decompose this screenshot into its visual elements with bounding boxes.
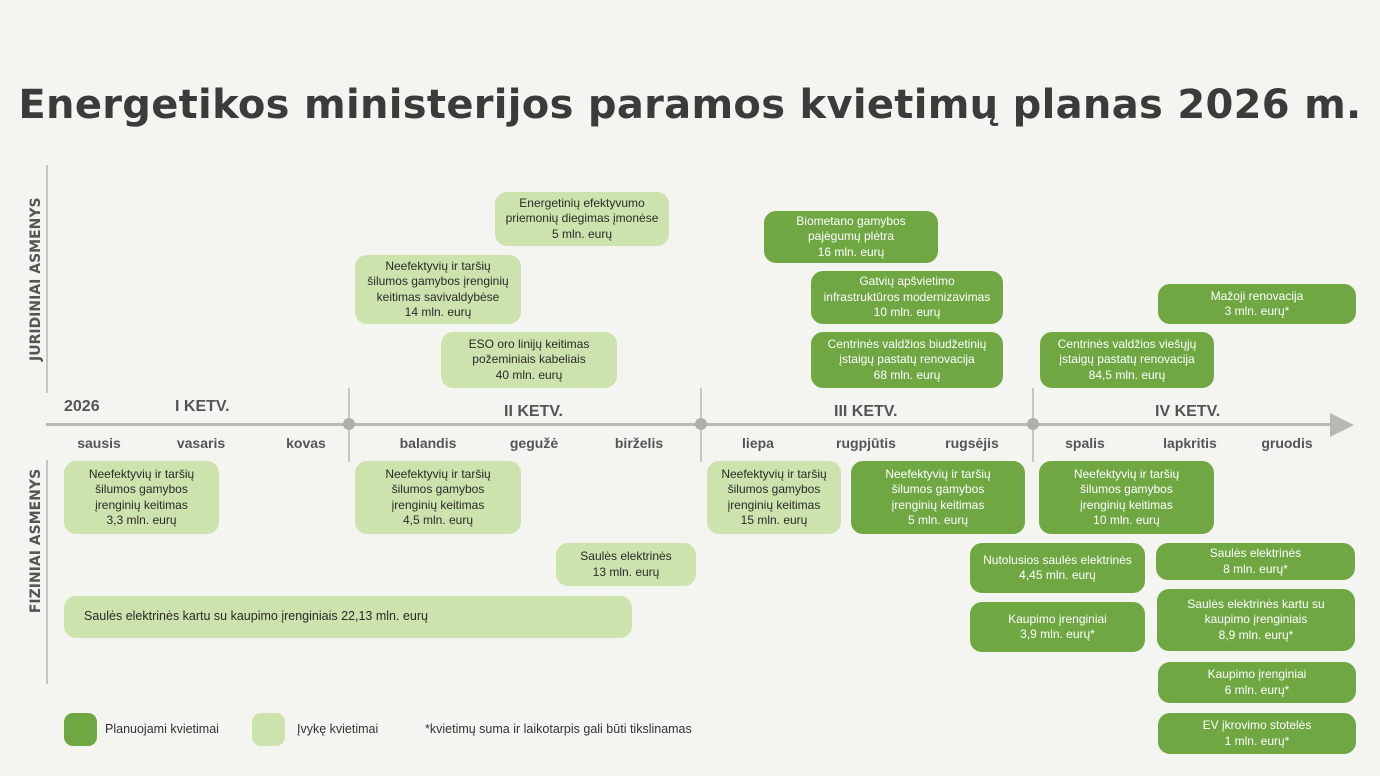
month-label: gegužė (509, 435, 559, 451)
month-label: rugsėjis (945, 435, 999, 451)
call-box: Biometano gamybos pajėgumų plėtra 16 mln. eurų (764, 211, 938, 263)
month-label: sausis (77, 435, 121, 451)
call-box: Neefektyvių ir taršių šilumos gamybos įrenginių keitimas savivaldybėse 14 mln. eurų (355, 255, 521, 324)
month-label: kovas (286, 435, 326, 451)
quarter-marker (343, 418, 355, 430)
call-box: Neefektyvių ir taršių šilumos gamybos įrenginių keitimas 3,3 mln. eurų (64, 461, 219, 534)
timeline-axis (46, 423, 1336, 426)
side-divider-bottom (46, 460, 48, 684)
month-label: birželis (614, 435, 664, 451)
quarter-label-1: I KETV. (175, 398, 230, 415)
quarter-label-2: II KETV. (504, 403, 563, 420)
call-box: Saulės elektrinės kartu su kaupimo įrenginiais 8,9 mln. eurų* (1157, 589, 1355, 651)
call-box: Saulės elektrinės 13 mln. eurų (556, 543, 696, 586)
call-box: Gatvių apšvietimo infrastruktūros modernizavimas 10 mln. eurų (811, 271, 1003, 324)
side-divider-top (46, 165, 48, 393)
quarter-label-3: III KETV. (834, 403, 898, 420)
call-box: Centrinės valdžios viešųjų įstaigų pastatų renovacija 84,5 mln. eurų (1040, 332, 1214, 388)
call-box: Mažoji renovacija 3 mln. eurų* (1158, 284, 1356, 324)
call-box: Neefektyvių ir taršių šilumos gamybos įrenginių keitimas 5 mln. eurų (851, 461, 1025, 534)
call-box: ESO oro linijų keitimas požeminiais kabeliais 40 mln. eurų (441, 332, 617, 388)
call-box: Neefektyvių ir taršių šilumos gamybos įrenginių keitimas 15 mln. eurų (707, 461, 841, 534)
month-label: vasaris (176, 435, 226, 451)
call-box: Saulės elektrinės kartu su kaupimo įrenginiais 22,13 mln. eurų (64, 596, 632, 638)
call-box: Energetinių efektyvumo priemonių diegimas įmonėse 5 mln. eurų (495, 192, 669, 246)
call-box: EV įkrovimo stotelės 1 mln. eurų* (1158, 713, 1356, 754)
legend-note: *kvietimų suma ir laikotarpis gali būti tikslinamas (425, 722, 692, 736)
month-label: rugpjūtis (836, 435, 896, 451)
page-title: Energetikos ministerijos paramos kvietimų planas 2026 m. (18, 82, 1362, 128)
quarter-label-4: IV KETV. (1155, 403, 1221, 420)
legend-label-planned: Planuojami kvietimai (105, 722, 219, 736)
year-label: 2026 (64, 398, 100, 415)
call-box: Kaupimo įrenginiai 3,9 mln. eurų* (970, 602, 1145, 652)
call-box: Neefektyvių ir taršių šilumos gamybos įrenginių keitimas 10 mln. eurų (1039, 461, 1214, 534)
side-label-individuals: FIZINIAI ASMENYS (28, 468, 44, 614)
call-box: Centrinės valdžios biudžetinių įstaigų pastatų renovacija 68 mln. eurų (811, 332, 1003, 388)
quarter-marker (1027, 418, 1039, 430)
call-box: Neefektyvių ir taršių šilumos gamybos įrenginių keitimas 4,5 mln. eurų (355, 461, 521, 534)
month-label: spalis (1065, 435, 1105, 451)
month-label: liepa (742, 435, 774, 451)
month-label: gruodis (1261, 435, 1313, 451)
month-label: balandis (399, 435, 457, 451)
side-label-legal-entities: JURIDINIAI ASMENYS (28, 197, 44, 361)
legend-swatch-past (252, 713, 285, 746)
quarter-marker (695, 418, 707, 430)
month-label: lapkritis (1163, 435, 1217, 451)
timeline-arrow-icon (1330, 413, 1354, 437)
legend-swatch-planned (64, 713, 97, 746)
legend-label-past: Įvykę kvietimai (297, 722, 379, 736)
call-box: Nutolusios saulės elektrinės 4,45 mln. eurų (970, 543, 1145, 593)
call-box: Kaupimo įrenginiai 6 mln. eurų* (1158, 662, 1356, 703)
call-box: Saulės elektrinės 8 mln. eurų* (1156, 543, 1355, 580)
